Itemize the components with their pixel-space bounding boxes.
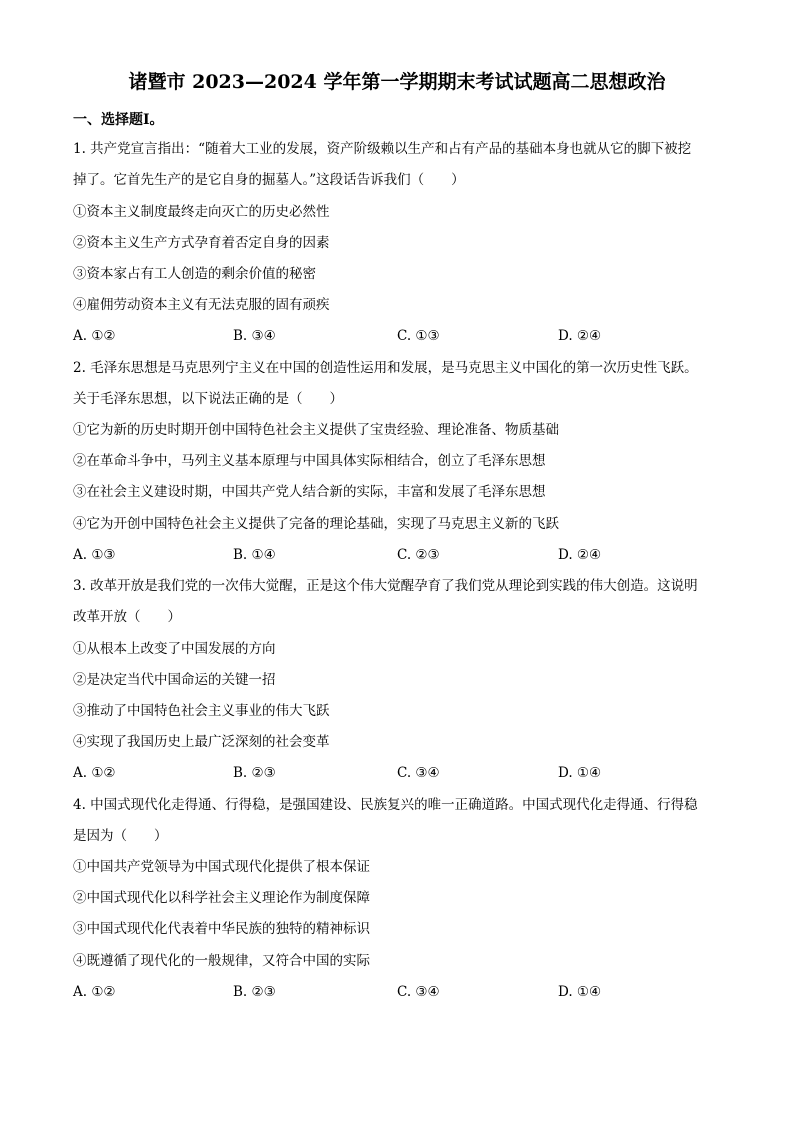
question-3-option-a: A. ①② (73, 765, 116, 781)
question-2-stem-line-2: 关于毛泽东思想，以下说法正确的是（ ） (73, 391, 343, 407)
question-4-option-a: A. ①② (73, 984, 116, 1000)
section-heading: 一、选择题Ⅰ。 (73, 112, 164, 128)
question-3-statement-1: ①从根本上改变了中国发展的方向 (73, 641, 276, 657)
question-2-statement-1: ①它为新的历史时期开创中国特色社会主义提供了宝贵经验、理论准备、物质基础 (73, 422, 559, 438)
question-2-option-a: A. ①③ (73, 547, 116, 563)
question-3-option-b: B. ②③ (233, 765, 276, 781)
question-2-option-b: B. ①④ (233, 547, 276, 563)
question-1-statement-1: ①资本主义制度最终走向灭亡的历史必然性 (73, 204, 330, 220)
question-3-stem-line-1: 3. 改革开放是我们党的一次伟大觉醒，正是这个伟大觉醒孕育了我们党从理论到实践的伟大创造。这说明 (73, 578, 698, 594)
question-3-statement-2: ②是决定当代中国命运的关键一招 (73, 672, 276, 688)
question-4-option-d: D. ①④ (558, 984, 602, 1000)
question-4-option-c: C. ③④ (397, 984, 440, 1000)
question-2-statement-3: ③在社会主义建设时期，中国共产党人结合新的实际，丰富和发展了毛泽东思想 (73, 484, 546, 500)
question-3-stem-line-2: 改革开放（ ） (73, 609, 181, 625)
question-1-option-d: D. ②④ (558, 328, 602, 344)
question-1-option-c: C. ①③ (397, 328, 440, 344)
question-4-stem-line-1: 4. 中国式现代化走得通、行得稳，是强国建设、民族复兴的唯一正确道路。中国式现代化走得通、行得稳 (73, 797, 698, 813)
question-4-option-b: B. ②③ (233, 984, 276, 1000)
question-1-statement-4: ④雇佣劳动资本主义有无法克服的固有顽疾 (73, 297, 330, 313)
question-4-statement-3: ③中国式现代化代表着中华民族的独特的精神标识 (73, 921, 370, 937)
question-1-stem-line-2: 掉了。它首先生产的是它自身的掘墓人。”这段话告诉我们（ ） (73, 172, 465, 188)
question-4-statement-1: ①中国共产党领导为中国式现代化提供了根本保证 (73, 859, 370, 875)
question-1-option-a: A. ①② (73, 328, 116, 344)
question-2-option-d: D. ②④ (558, 547, 602, 563)
question-4-stem-line-2: 是因为（ ） (73, 828, 168, 844)
question-3-option-d: D. ①④ (558, 765, 602, 781)
question-2-statement-4: ④它为开创中国特色社会主义提供了完备的理论基础，实现了马克思主义新的飞跃 (73, 516, 559, 532)
question-1-option-b: B. ③④ (233, 328, 276, 344)
question-3-statement-4: ④实现了我国历史上最广泛深刻的社会变革 (73, 734, 330, 750)
question-4-statement-2: ②中国式现代化以科学社会主义理论作为制度保障 (73, 890, 370, 906)
question-2-statement-2: ②在革命斗争中，马列主义基本原理与中国具体实际相结合，创立了毛泽东思想 (73, 453, 546, 469)
question-3-statement-3: ③推动了中国特色社会主义事业的伟大飞跃 (73, 703, 330, 719)
question-3-option-c: C. ③④ (397, 765, 440, 781)
question-1-statement-2: ②资本主义生产方式孕育着否定自身的因素 (73, 235, 330, 251)
question-2-stem-line-1: 2. 毛泽东思想是马克思列宁主义在中国的创造性运用和发展，是马克思主义中国化的第一次历史性飞跃。 (73, 360, 698, 376)
question-4-statement-4: ④既遵循了现代化的一般规律，又符合中国的实际 (73, 953, 370, 969)
question-2-option-c: C. ②③ (397, 547, 440, 563)
question-1-statement-3: ③资本家占有工人创造的剩余价值的秘密 (73, 266, 316, 282)
question-1-stem-line-1: 1. 共产党宣言指出：“随着大工业的发展，资产阶级赖以生产和占有产品的基础本身也就从它的脚下被挖 (73, 141, 692, 157)
page-title: 诸暨市 2023—2024 学年第一学期期末考试试题高二思想政治 (128, 71, 666, 93)
